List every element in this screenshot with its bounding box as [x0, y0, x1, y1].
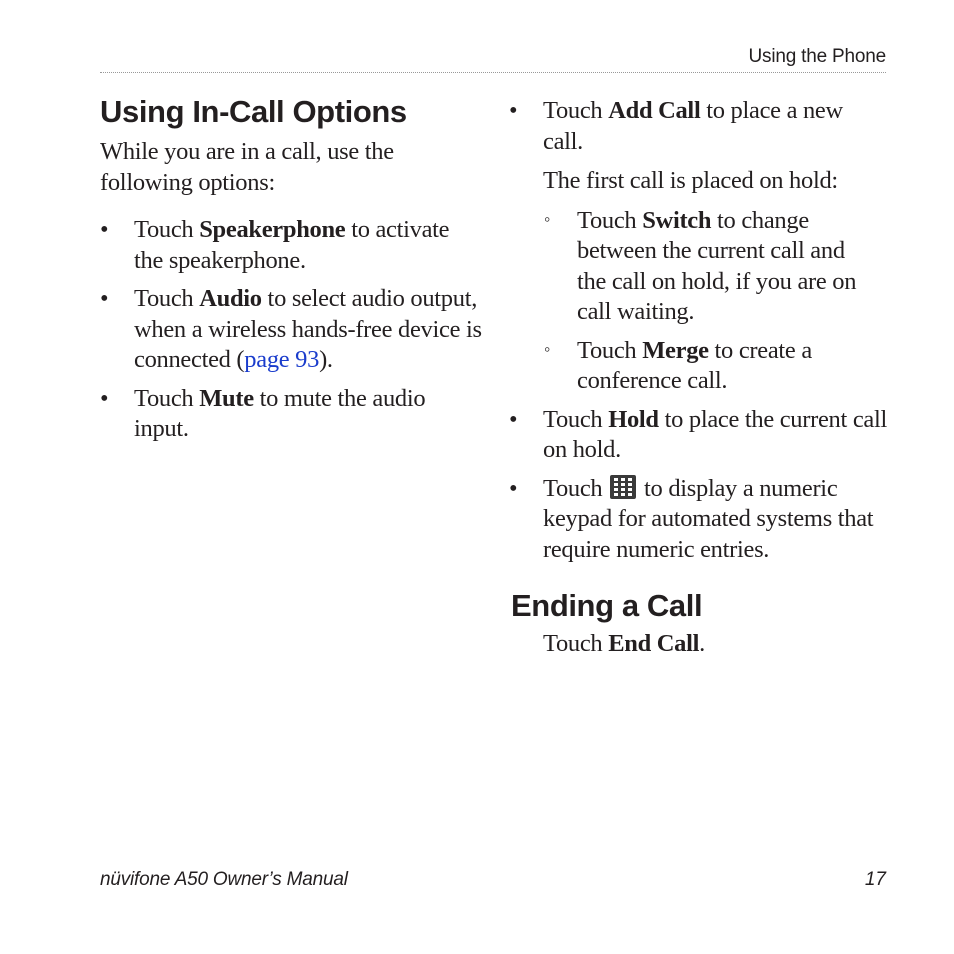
left-column [100, 92, 485, 445]
item-text: Touch [543, 630, 609, 657]
right-column [509, 92, 889, 660]
item-text: Touch [134, 216, 200, 243]
item-text: Touch [134, 384, 200, 412]
list-item-add-call [509, 96, 888, 157]
item-text: to display a numeric keypad for automated systems that require numeric entries. [543, 474, 874, 563]
item-text: Touch [543, 405, 609, 433]
sub-bullet-mark: ◦ [544, 208, 551, 229]
bullet-mark: • [100, 285, 109, 312]
mute-label: Mute [199, 384, 254, 412]
item-text: Touch [577, 336, 643, 364]
sub-item-merge [509, 336, 852, 397]
list-item-audio [100, 284, 519, 376]
list-item-keypad [509, 474, 883, 566]
speakerphone-label: Speakerphone [199, 216, 346, 243]
item-text: to select audio output, when a wireless hands-free device is connected ( [134, 285, 482, 373]
hold-note: The first call is placed on hold: [543, 167, 838, 194]
bullet-mark: • [509, 97, 518, 124]
item-text: to mute the audio input. [134, 384, 426, 442]
item-text: . [699, 630, 705, 657]
bullet-mark: • [509, 474, 518, 502]
audio-label: Audio [199, 285, 262, 312]
list-item-speakerphone [100, 215, 454, 276]
intro-paragraph: While you are in a call, use the following options: [100, 138, 394, 196]
footer-manual-title: nüvifone A50 Owner’s Manual [100, 869, 348, 890]
item-text: Touch [543, 474, 609, 502]
item-text: to place the current call on hold. [543, 405, 887, 463]
item-text: Touch [543, 97, 609, 124]
add-call-label: Add Call [608, 97, 701, 124]
item-text: Touch [134, 285, 200, 312]
ending-paragraph [509, 629, 889, 660]
item-text: Touch [577, 206, 643, 234]
header-divider [100, 72, 886, 73]
running-header: Using the Phone [748, 46, 886, 67]
item-text: ). [319, 346, 333, 373]
keypad-icon [610, 475, 636, 499]
sub-bullet-mark: ◦ [544, 338, 551, 359]
item-text: to place a new call. [543, 97, 843, 155]
list-item-mute [100, 384, 454, 445]
footer-page-number: 17 [864, 869, 886, 890]
section-heading-in-call-options: Using In-Call Options [100, 94, 407, 129]
hold-label: Hold [608, 405, 659, 433]
end-call-label: End Call [608, 630, 700, 657]
sub-item-switch [509, 206, 857, 328]
item-text: to activate the speakerphone. [134, 216, 450, 274]
item-text: to change between the current call and the call on hold, if you are on call waiting. [577, 206, 857, 325]
list-item-hold [509, 405, 893, 466]
bullet-mark: • [100, 384, 109, 412]
bullet-mark: • [509, 405, 518, 433]
merge-label: Merge [642, 336, 709, 364]
page-93-link[interactable]: page 93 [244, 346, 320, 373]
section-heading-ending-a-call: Ending a Call [511, 588, 703, 623]
item-text: to create a conference call. [577, 336, 812, 394]
bullet-mark: • [100, 216, 109, 243]
switch-label: Switch [642, 206, 712, 234]
